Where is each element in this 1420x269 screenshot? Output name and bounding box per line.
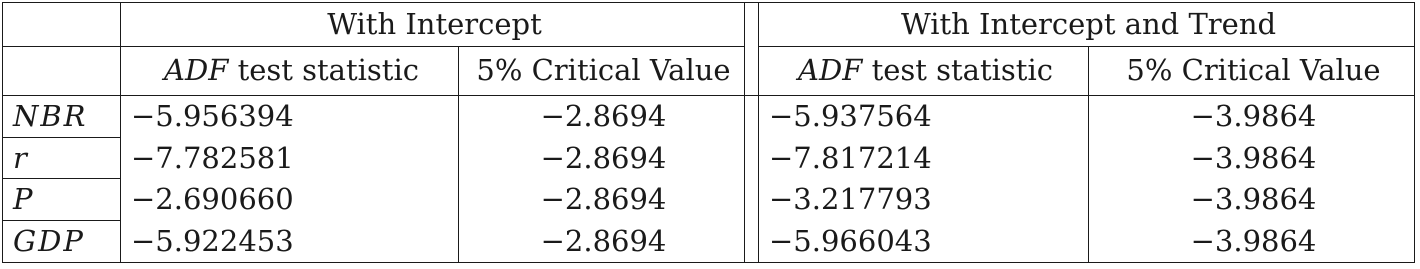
adf-stat-text: test statistic <box>228 53 419 88</box>
intercept-crit-cell: −2.8694 <box>459 221 745 263</box>
intercept-stat-cell: −5.956394 <box>121 95 459 137</box>
trend-stat-cell: −5.937564 <box>759 95 1089 137</box>
group-header-row <box>3 3 1415 47</box>
variable-cell: NBR <box>3 95 121 137</box>
group-gap <box>745 95 759 137</box>
corner-cell <box>3 3 121 47</box>
group-gap <box>745 47 759 96</box>
group-header-intercept-trend: With Intercept and Trend <box>759 3 1415 47</box>
trend-stat-cell: −7.817214 <box>759 137 1089 179</box>
intercept-crit-cell: −2.8694 <box>459 137 745 179</box>
intercept-crit-cell: −2.8694 <box>459 95 745 137</box>
table-row <box>3 137 1415 179</box>
trend-stat-cell: −3.217793 <box>759 179 1089 221</box>
variable-cell: P <box>3 179 121 221</box>
sub-header-critical: 5% Critical Value <box>459 47 745 96</box>
group-header-intercept: With Intercept <box>121 3 745 47</box>
trend-stat-cell: −5.966043 <box>759 221 1089 263</box>
group-gap <box>745 3 759 47</box>
trend-crit-cell: −3.9864 <box>1089 221 1415 263</box>
intercept-stat-cell: −7.782581 <box>121 137 459 179</box>
sub-header-adf-stat <box>759 47 1089 96</box>
trend-crit-cell: −3.9864 <box>1089 179 1415 221</box>
sub-header-row <box>3 47 1415 96</box>
intercept-stat-cell: −2.690660 <box>121 179 459 221</box>
intercept-stat-cell: −5.922453 <box>121 221 459 263</box>
table-row <box>3 221 1415 263</box>
variable-cell: GDP <box>3 221 121 263</box>
adf-abbr: ADF <box>164 53 229 88</box>
intercept-crit-cell: −2.8694 <box>459 179 745 221</box>
table-row <box>3 95 1415 137</box>
table-row <box>3 179 1415 221</box>
adf-abbr: ADF <box>798 53 863 88</box>
sub-header-adf-stat <box>121 47 459 96</box>
adf-results-table <box>2 2 1415 263</box>
corner-cell <box>3 47 121 96</box>
sub-header-critical: 5% Critical Value <box>1089 47 1415 96</box>
trend-crit-cell: −3.9864 <box>1089 137 1415 179</box>
group-gap <box>745 179 759 221</box>
variable-cell: r <box>3 137 121 179</box>
adf-stat-text: test statistic <box>862 53 1053 88</box>
trend-crit-cell: −3.9864 <box>1089 95 1415 137</box>
group-gap <box>745 221 759 263</box>
group-gap <box>745 137 759 179</box>
